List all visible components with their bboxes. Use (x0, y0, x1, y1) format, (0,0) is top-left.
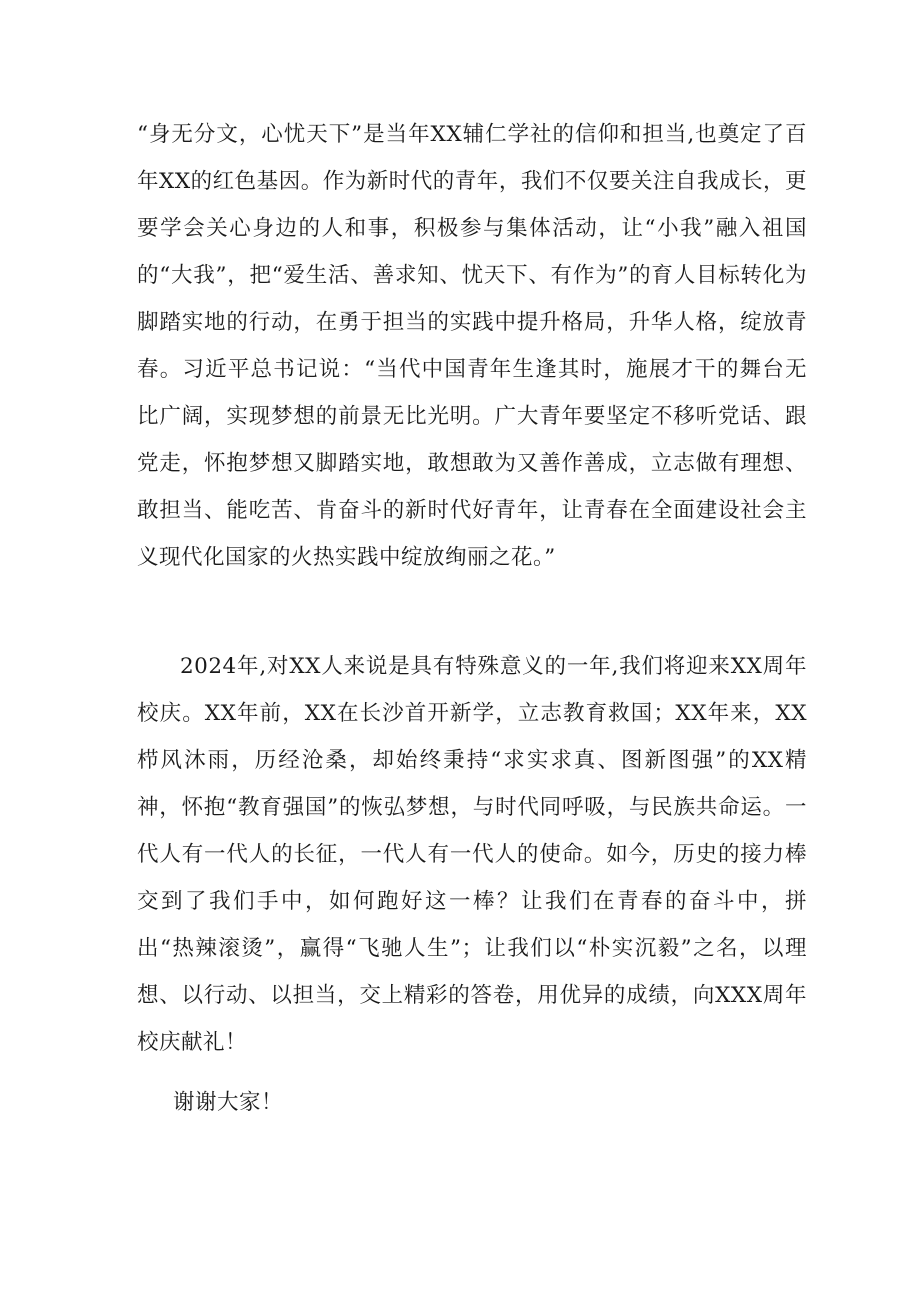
paragraph-youth-mission: “身无分文，心忧天下”是当年XX辅仁学社的信仰和担当,也奠定了百年XX的红色基因。作为新时代的青年，我们不仅要关注自我成长，更要学会关心身边的人和事，积极参与集体活动，让“小我”融入祖国的“大我”，把“爱生活、善求知、忧天下、有作为”的育人目标转化为脚踏实地的行动，在勇于担当的实践中提升格局，升华人格，绽放青春。习近平总书记说：“当代中国青年生逢其时，施展才干的舞台无比广阔，实现梦想的前景无比光明。广大青年要坚定不移听党话、跟党走，怀抱梦想又脚踏实地，敢想敢为又善作善成，立志做有理想、敢担当、能吃苦、肯奋斗的新时代好青年，让青春在全面建设社会主义现代化国家的火热实践中绽放绚丽之花。” (137, 122, 807, 570)
paragraph-closing: 谢谢大家！ (173, 1090, 284, 1115)
paragraph-anniversary: 2024年,对XX人来说是具有特殊意义的一年,我们将迎来XX周年校庆。XX年前，XX在长沙首开新学，立志教育救国；XX年来，XX栉风沐雨，历经沧桑，却始终秉持“求实求真、图新图强”的XX精神，怀抱“教育强国”的恢弘梦想，与时代同呼吸，与民族共命运。一代人有一代人的长征，一代人有一代人的使命。如今，历史的接力棒交到了我们手中，如何跑好这一棒？让我们在青春的奋斗中，拼出“热辣滚烫”，赢得“飞驰人生”；让我们以“朴实沉毅”之名，以理想、以行动、以担当，交上精彩的答卷，用优异的成绩，向XXX周年校庆献礼！ (137, 654, 807, 1055)
